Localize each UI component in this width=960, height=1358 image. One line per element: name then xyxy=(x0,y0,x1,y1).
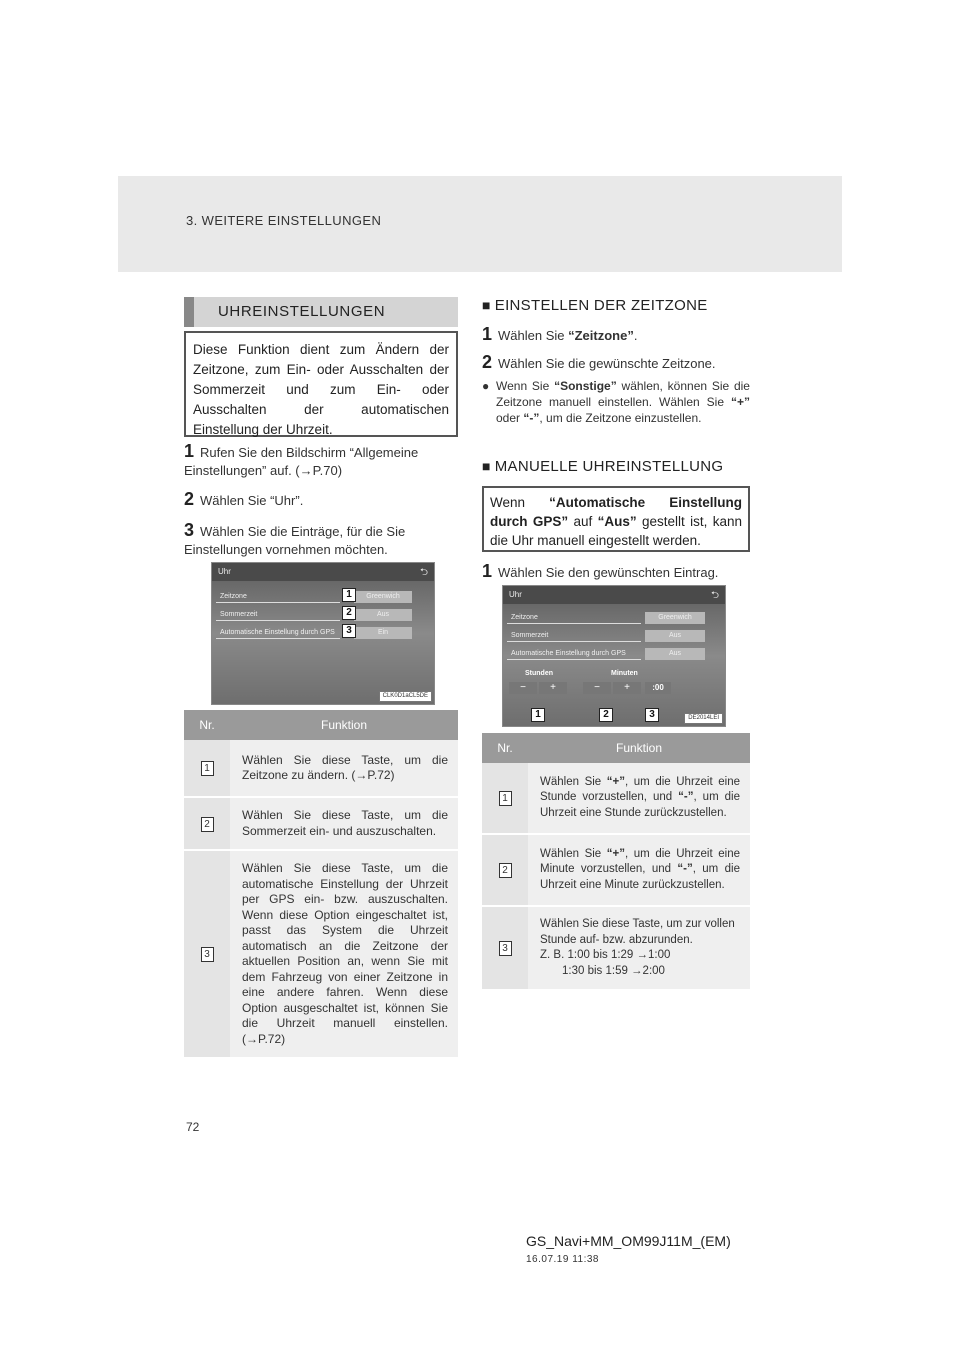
document-id: GS_Navi+MM_OM99J11M_(EM) xyxy=(526,1233,731,1249)
screen-value-gps: Ein xyxy=(354,627,412,639)
screen-titlebar xyxy=(212,563,434,581)
function-table-right xyxy=(482,733,750,991)
image-code: CLK0D1aCL5DE xyxy=(379,691,432,702)
bullet-dot-icon: ● xyxy=(482,379,490,393)
row-number: 2 xyxy=(499,863,512,878)
print-timestamp: 16.07.19 11:38 xyxy=(526,1254,599,1265)
minute-minus-button[interactable]: − xyxy=(583,682,611,694)
table-row xyxy=(184,797,458,850)
step-text: Wählen Sie die Einträge, für die Sie Einstellungen vornehmen möchten. xyxy=(184,524,406,557)
row-text: Wählen Sie “+”, um die Uhrzeit eine Stunde vorzustellen, und “-”, um die Uhrzeit eine Stunde zurückzustellen. xyxy=(528,763,750,834)
back-icon: ⮌ xyxy=(710,590,719,601)
step-text: Wählen Sie “Uhr”. xyxy=(200,493,304,508)
hour-minus-button[interactable]: − xyxy=(509,682,537,694)
manual-step-1: 1 Wählen Sie den gewünschten Eintrag. xyxy=(482,561,719,581)
hour-plus-button[interactable]: + xyxy=(539,682,567,694)
table-header-row xyxy=(184,710,458,740)
hours-label: Stunden xyxy=(525,670,553,677)
section-title: UHREINSTELLUNGEN xyxy=(218,303,386,320)
step-number: 2 xyxy=(184,489,195,509)
row-number: 1 xyxy=(499,791,512,806)
screen-row-zeitzone: Zeitzone xyxy=(216,591,340,603)
callout-2: 2 xyxy=(342,606,356,620)
callout-1: 1 xyxy=(342,588,356,602)
chapter-title: 3. WEITERE EINSTELLUNGEN xyxy=(186,213,382,228)
step-number: 1 xyxy=(482,561,493,581)
col-funktion: Funktion xyxy=(528,733,750,763)
row-text: Wählen Sie diese Taste, um die Zeitzone zu ändern. (→P.72) xyxy=(230,740,458,797)
screen-value-sommerzeit: Aus xyxy=(645,630,705,642)
col-nr: Nr. xyxy=(482,733,528,763)
row-text: Wählen Sie diese Taste, um zur vollen Stunde auf- bzw. abzurunden. Z. B. 1:00 bis 1:29 →1:00 1:30 bis 1:59 →2:00 xyxy=(528,906,750,990)
row-number: 2 xyxy=(201,817,214,832)
step-number: 2 xyxy=(482,352,493,372)
table-row xyxy=(184,850,458,1058)
screen-title: Uhr xyxy=(218,567,231,576)
square-bullet-icon: ■ xyxy=(482,297,491,313)
screen-value-gps: Aus xyxy=(645,648,705,660)
table-row xyxy=(482,834,750,906)
screen-display xyxy=(212,563,434,704)
screenshot-uhr xyxy=(211,562,435,705)
col-funktion: Funktion xyxy=(230,710,458,740)
col-nr: Nr. xyxy=(184,710,230,740)
row-text: Wählen Sie “+”, um die Uhrzeit eine Minute vorzustellen, und “-”, um die Uhrzeit eine Minute zurückzustellen. xyxy=(528,834,750,906)
step-2 xyxy=(184,490,460,510)
function-table-left xyxy=(184,710,458,1059)
round-button[interactable]: :00 xyxy=(645,682,671,694)
row-text: Wählen Sie diese Taste, um die Sommerzeit ein- und auszuschalten. xyxy=(230,797,458,850)
back-icon: ⮌ xyxy=(419,567,428,578)
square-bullet-icon: ■ xyxy=(482,458,491,474)
minutes-label: Minuten xyxy=(611,670,638,677)
intro-box: Diese Funktion dient zum Ändern der Zeitzone, zum Ein- oder Ausschalten der Sommerzeit und zum Ein- oder Ausschalten der automatischen Einstellung der Uhrzeit. xyxy=(184,331,458,437)
zeitzone-step-2: 2 Wählen Sie die gewünschte Zeitzone. xyxy=(482,352,716,372)
screen-titlebar xyxy=(503,586,725,604)
table-row xyxy=(482,906,750,990)
manual-info-box: Wenn “Automatische Einstellung durch GPS” auf “Aus” gestellt ist, kann die Uhr manuell eingestellt werden. xyxy=(482,486,750,552)
header-band-lower xyxy=(118,236,842,272)
step-number: 1 xyxy=(482,324,493,344)
zeitzone-step-1: 1 Wählen Sie “Zeitzone”. xyxy=(482,324,638,344)
screen-title: Uhr xyxy=(509,590,522,599)
callout-3: 3 xyxy=(342,624,356,638)
heading-marker xyxy=(184,297,194,327)
callout-2: 2 xyxy=(599,708,613,722)
screenshot-uhr-manual xyxy=(502,585,726,727)
screen-row-zeitzone: Zeitzone xyxy=(507,612,641,624)
screen-row-sommerzeit: Sommerzeit xyxy=(507,630,641,642)
screen-value-sommerzeit: Aus xyxy=(354,609,412,621)
step-1 xyxy=(184,442,460,480)
table-row xyxy=(184,740,458,797)
callout-1: 1 xyxy=(531,708,545,722)
row-number: 1 xyxy=(201,761,214,776)
section-heading-uhreinstellungen xyxy=(184,297,458,327)
screen-row-gps: Automatische Einstellung durch GPS xyxy=(216,627,340,639)
table-header-row xyxy=(482,733,750,763)
row-number: 3 xyxy=(201,947,214,962)
heading-zeitzone: ■ EINSTELLEN DER ZEITZONE xyxy=(482,297,708,314)
screen-row-sommerzeit: Sommerzeit xyxy=(216,609,340,621)
screen-display xyxy=(503,586,725,726)
image-code: DE2014LEI xyxy=(684,713,723,724)
callout-3: 3 xyxy=(645,708,659,722)
screen-value-zeitzone: Greenwich xyxy=(354,591,412,603)
heading-manuell: ■ MANUELLE UHREINSTELLUNG xyxy=(482,458,724,475)
step-number: 3 xyxy=(184,520,195,540)
row-text: Wählen Sie diese Taste, um die automatische Einstellung der Uhrzeit per GPS ein- bzw. auszuschalten. Wenn diese Option eingeschaltet ist, passt das System die Uhrzeit automatisch an die Zeitzone der aktuellen Position an, wenn Sie mit dem Fahrzeug von einer Zeitzone in eine andere fahren. Wenn diese Option ausgeschaltet ist, können Sie die Uhrzeit manuell einstellen. (→P.72) xyxy=(230,850,458,1058)
screen-row-gps: Automatische Einstellung durch GPS xyxy=(507,648,641,660)
bullet-sonstige: ● Wenn Sie “Sonstige” wählen, können Sie die Zeitzone manuell einstellen. Wählen Sie “+” oder “-”, um die Zeitzone einzustellen. xyxy=(482,379,750,425)
screen-value-zeitzone: Greenwich xyxy=(645,612,705,624)
row-number: 3 xyxy=(499,941,512,956)
page-number: 72 xyxy=(186,1120,200,1134)
step-text: Rufen Sie den Bildschirm “Allgemeine Einstellungen” auf. (→P.70) xyxy=(184,445,419,478)
step-number: 1 xyxy=(184,441,195,461)
table-row xyxy=(482,763,750,834)
step-3 xyxy=(184,521,460,559)
minute-plus-button[interactable]: + xyxy=(613,682,641,694)
